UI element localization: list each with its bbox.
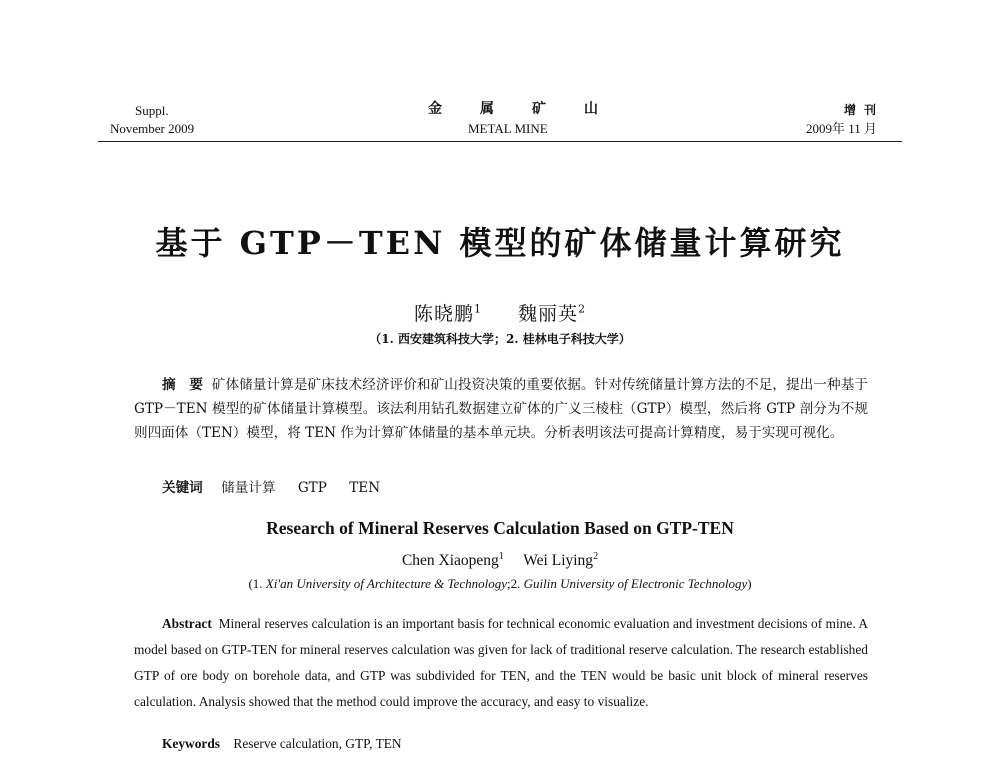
abstract-label-en: Abstract [162, 616, 212, 631]
authors-cn [0, 299, 1000, 326]
header-rule [98, 141, 902, 142]
author-name: 魏丽英 [518, 303, 579, 325]
author-name-en: Wei Liying [523, 552, 594, 570]
keywords-en [162, 736, 402, 752]
affil-open: (1. [248, 576, 266, 591]
authors-en [0, 551, 1000, 570]
abstract-en [134, 611, 868, 715]
author-affil-mark: 1 [498, 551, 504, 562]
author-affil-mark: 2 [593, 551, 599, 562]
header-journal-name-en: METAL MINE [468, 121, 548, 136]
paper-title-cn: 基于 GTP－TEN 模型的矿体储量计算研究 [155, 224, 845, 262]
keywords-text-en: Reserve calculation, GTP, TEN [233, 736, 402, 751]
author-name-en: Chen Xiaopeng [401, 552, 499, 570]
header-issue-date: November 2009 [110, 121, 195, 136]
header-date-cn: 2009年 11 月 [806, 121, 878, 136]
paper-title-en: Research of Mineral Reserves Calculation Based on GTP-TEN [266, 518, 734, 538]
keywords-cn [162, 476, 398, 496]
keyword-item: GTP [297, 480, 327, 496]
author-affil-mark: 2 [578, 302, 587, 316]
affil-close: ) [747, 576, 752, 591]
keyword-item: TEN [349, 480, 381, 496]
keyword-item: 储量计算 [221, 480, 276, 496]
affil-institution-1: Xi'an University of Architecture & Technology [265, 576, 507, 591]
author-name: 陈晓鹏 [413, 303, 474, 325]
affil-separator: ;2. [506, 576, 524, 591]
abstract-text-cn: 矿体储量计算是矿床技术经济评价和矿山投资决策的重要依据。针对传统储量计算方法的不足，提出一种基于 GTP－TEN 模型的矿体储量计算模型。该法利用钻孔数据建立矿体的广义三棱柱（GTP）模型，然后将 GTP 剖分为不规则四面体（TEN）模型，将 TEN 作为计算矿体储量的基本单元块。分析表明该法可提高计算精度，易于实现可视化。 [134, 377, 868, 441]
affiliation-en [0, 576, 1000, 592]
header-supplement-label: Suppl. [135, 103, 169, 118]
header-journal-name-cn: 金属矿山 [428, 101, 636, 117]
affiliation-cn: （1. 西安建筑科技大学；2. 桂林电子科技大学） [369, 332, 631, 346]
keywords-label-en: Keywords [162, 736, 221, 751]
keywords-label-cn: 关键词 [162, 480, 203, 496]
header-supplement-cn: 增刊 [844, 103, 885, 117]
author-affil-mark: 1 [473, 302, 482, 316]
affil-institution-2: Guilin University of Electronic Technology [523, 576, 748, 591]
abstract-cn [134, 373, 868, 445]
abstract-label-cn: 摘 要 [162, 377, 204, 393]
abstract-text-en: Mineral reserves calculation is an important basis for technical economic evaluation and investment decisions of mine. A model based on GTP-TEN for mineral reserves calculation was given for lack of traditional reserve calculation. The research established GTP of ore body on borehole data, and GTP was subdivided for TEN, and the TEN would be basic unit block of mineral reserves calculation. Analysis showed that the method could improve the accuracy, and easy to visualize. [134, 616, 868, 709]
